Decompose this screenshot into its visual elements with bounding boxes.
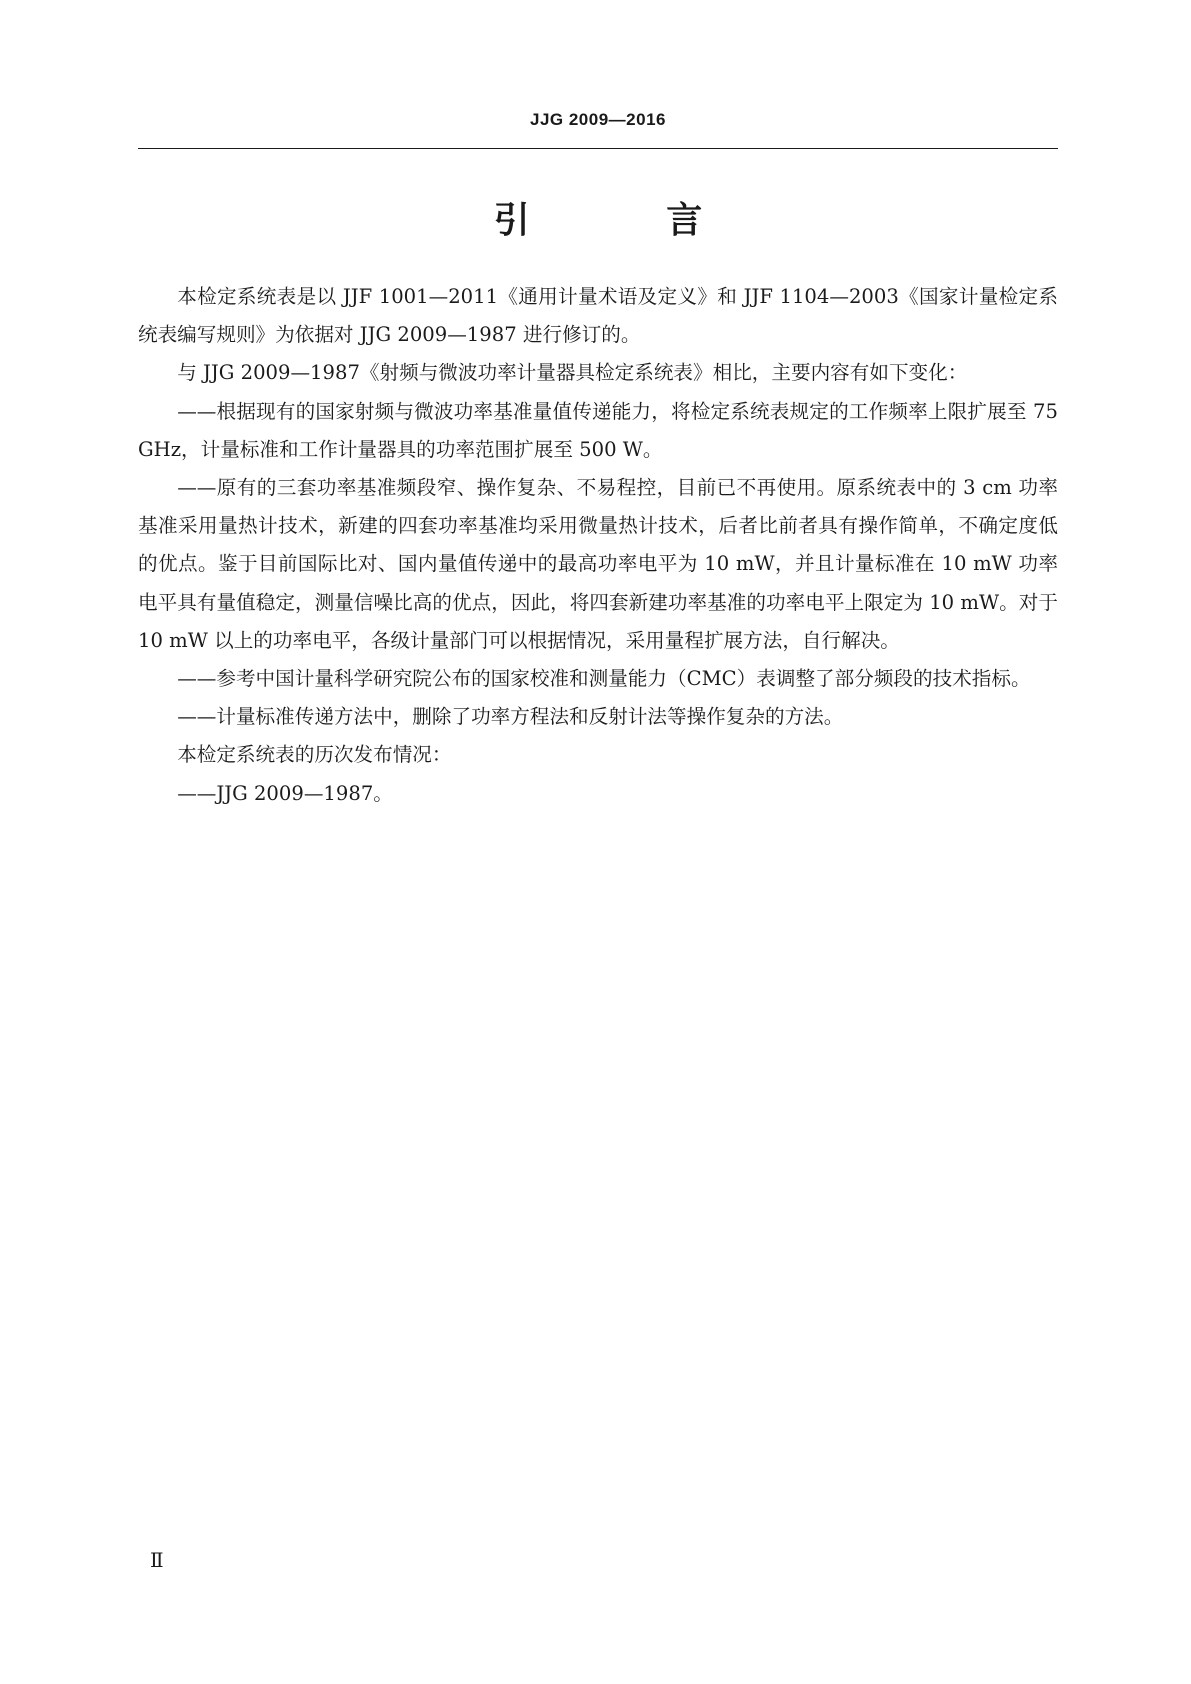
page-number: Ⅱ (150, 1548, 164, 1572)
paragraph-change-standards: ——原有的三套功率基准频段窄、操作复杂、不易程控，目前已不再使用。原系统表中的 3 cm 功率基准采用量热计技术，新建的四套功率基准均采用微量热计技术，后者比前者具有操作简单，不确定度低的优点。鉴于目前国际比对、国内量值传递中的最高功率电平为 10 mW，并且计量标准在 10 mW 功率电平具有量值稳定，测量信噪比高的优点，因此，将四套新建功率基准的功率电平上限定为 10 mW。对于 10 mW 以上的功率电平，各级计量部门可以根据情况，采用量程扩展方法，自行解决。 (138, 476, 1058, 652)
paragraph-change-frequency: ——根据现有的国家射频与微波功率基准量值传递能力，将检定系统表规定的工作频率上限扩展至 75 GHz，计量标准和工作计量器具的功率范围扩展至 500 W。 (138, 399, 1058, 461)
paragraph-change-methods: ——计量标准传递方法中，删除了功率方程法和反射计法等操作复杂的方法。 (177, 705, 844, 729)
header-divider (138, 148, 1058, 149)
paragraph-changes-intro: 与 JJG 2009—1987《射频与微波功率计量器具检定系统表》相比，主要内容有如下变化： (177, 361, 968, 385)
paragraph-basis: 本检定系统表是以 JJF 1001—2011《通用计量术语及定义》和 JJF 1104—2003《国家计量检定系统表编写规则》为依据对 JJG 2009—1987 进行修订的。 (138, 285, 1058, 347)
body-text (138, 278, 1058, 813)
page-title: 引 言 (493, 200, 765, 241)
paragraph-change-cmc: ——参考中国计量科学研究院公布的国家校准和测量能力（CMC）表调整了部分频段的技术指标。 (177, 667, 1031, 691)
paragraph-history-item: ——JJG 2009—1987。 (177, 781, 393, 805)
paragraph-history-intro: 本检定系统表的历次发布情况： (177, 743, 452, 767)
running-header: JJG 2009—2016 (530, 110, 666, 129)
